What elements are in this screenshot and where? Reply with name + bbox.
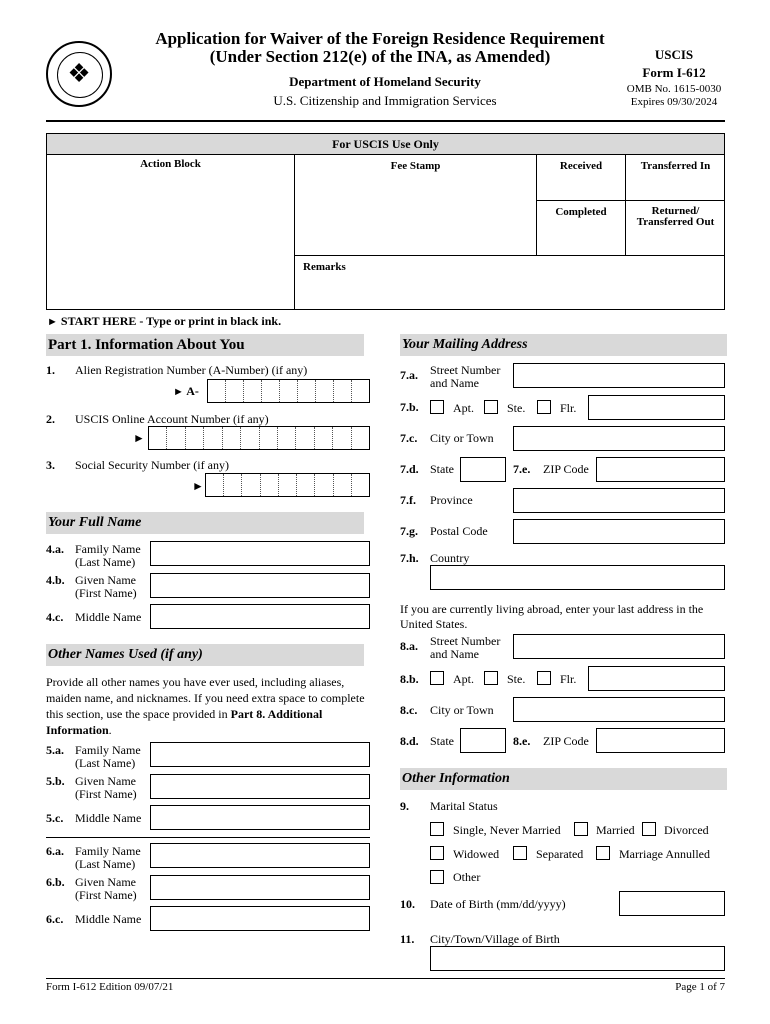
- q5c-number: 5.c.: [46, 811, 64, 825]
- ste-checkbox[interactable]: [484, 400, 498, 414]
- full-name-title: Your Full Name: [46, 512, 364, 534]
- q6b-label: [75, 876, 137, 902]
- q5b-label-2: (First Name): [75, 787, 137, 801]
- remarks-label: Remarks: [303, 261, 346, 273]
- a-number-input[interactable]: [207, 379, 370, 403]
- ste-label: Ste.: [507, 401, 526, 415]
- annulled-label: Marriage Annulled: [619, 847, 710, 861]
- q2-label: USCIS Online Account Number (if any): [75, 412, 269, 426]
- divorced-label: Divorced: [664, 823, 709, 837]
- completed-label: Completed: [555, 206, 607, 218]
- q7d-number: 7.d.: [400, 462, 419, 476]
- a-number-prefix: [173, 385, 199, 399]
- us-flr-checkbox[interactable]: [537, 671, 551, 685]
- other-family-name-2-input[interactable]: [150, 843, 370, 868]
- us-zip-input[interactable]: [596, 728, 725, 753]
- divider: [536, 200, 725, 201]
- mailing-unit-number-input[interactable]: [588, 395, 725, 420]
- q5a-label: [75, 744, 141, 770]
- other-marital-checkbox[interactable]: [430, 870, 444, 884]
- q4b-label-2: (First Name): [75, 586, 137, 600]
- other-information-title: Other Information: [400, 768, 727, 790]
- us-street-input[interactable]: [513, 634, 725, 659]
- other-names-title: Other Names Used (if any): [46, 644, 364, 666]
- mailing-postal-code-input[interactable]: [513, 519, 725, 544]
- q4c-number: 4.c.: [46, 610, 64, 624]
- us-unit-number-input[interactable]: [588, 666, 725, 691]
- footer-divider: [46, 978, 725, 979]
- returned-label: [626, 206, 725, 228]
- us-apt-label: Apt.: [453, 672, 474, 686]
- q7g-number: 7.g.: [400, 524, 418, 538]
- returned-line-1: Returned/: [651, 205, 700, 217]
- married-label: Married: [596, 823, 635, 837]
- other-given-name-2-input[interactable]: [150, 875, 370, 900]
- q7a-number: 7.a.: [400, 368, 418, 382]
- agency-name: U.S. Citizenship and Immigration Services: [273, 93, 497, 108]
- a-prefix-text: A-: [186, 384, 199, 398]
- q6a-label-1: Family Name: [75, 844, 141, 858]
- q7h-number: 7.h.: [400, 551, 419, 565]
- q8c-number: 8.c.: [400, 703, 418, 717]
- q6b-label-1: Given Name: [75, 875, 136, 889]
- q9-label: Marital Status: [430, 799, 498, 813]
- q4a-label: [75, 543, 141, 569]
- mailing-state-select[interactable]: [460, 457, 506, 482]
- form-number: Form I-612: [642, 65, 706, 80]
- us-ste-label: Ste.: [507, 672, 526, 686]
- single-checkbox[interactable]: [430, 822, 444, 836]
- action-block-label: Action Block: [140, 158, 201, 170]
- other-names-reference: Part 8. Additional Information: [46, 707, 323, 737]
- arrow-right-icon: ►: [173, 386, 184, 398]
- q5b-number: 5.b.: [46, 774, 65, 788]
- q4a-number: 4.a.: [46, 542, 64, 556]
- q7h-label: Country: [430, 551, 470, 565]
- form-edition: Form I-612 Edition 09/07/21: [46, 981, 174, 993]
- start-here-text: START HERE - Type or print in black ink.: [60, 314, 282, 328]
- form-agency: USCIS: [654, 47, 694, 62]
- other-names-intro: Provide all other names you have ever used, including aliases, maiden name, and nicknames. If you need extra space to complete this section, use the space provided in: [46, 675, 365, 721]
- apt-checkbox[interactable]: [430, 400, 444, 414]
- q8a-label-1: Street Number: [430, 634, 501, 648]
- q8d-label: State: [430, 734, 454, 748]
- q8a-label-2: and Name: [430, 647, 479, 661]
- q2-number: 2.: [46, 412, 55, 426]
- omb-number: OMB No. 1615-0030: [626, 83, 722, 95]
- divorced-checkbox[interactable]: [642, 822, 656, 836]
- expiration-date: Expires 09/30/2024: [630, 96, 718, 108]
- other-middle-name-1-input[interactable]: [150, 805, 370, 830]
- other-middle-name-2-input[interactable]: [150, 906, 370, 931]
- part1-title: Part 1. Information About You: [46, 334, 364, 356]
- q7a-label-1: Street Number: [430, 363, 501, 377]
- ssn-input[interactable]: [205, 473, 370, 497]
- given-name-input[interactable]: [150, 573, 370, 598]
- q4a-label-2: (Last Name): [75, 555, 136, 569]
- us-ste-checkbox[interactable]: [484, 671, 498, 685]
- q9-number: 9.: [400, 799, 409, 813]
- department-name: Department of Homeland Security: [289, 74, 481, 89]
- q3-number: 3.: [46, 458, 55, 472]
- q5a-number: 5.a.: [46, 743, 64, 757]
- q3-label: Social Security Number (if any): [75, 458, 229, 472]
- uscis-use-only-title: For USCIS Use Only: [47, 134, 724, 155]
- divider: [46, 837, 370, 838]
- flr-label: Flr.: [560, 401, 577, 415]
- middle-name-input[interactable]: [150, 604, 370, 629]
- q8e-label: ZIP Code: [543, 734, 589, 748]
- family-name-input[interactable]: [150, 541, 370, 566]
- q10-number: 10.: [400, 897, 415, 911]
- mailing-address-title: Your Mailing Address: [400, 334, 727, 356]
- other-names-end: .: [108, 723, 112, 737]
- widowed-checkbox[interactable]: [430, 846, 444, 860]
- mailing-street-input[interactable]: [513, 363, 725, 388]
- q7b-number: 7.b.: [400, 400, 419, 414]
- uscis-online-account-input[interactable]: [148, 426, 370, 450]
- returned-line-2: Transferred Out: [636, 216, 715, 228]
- us-flr-label: Flr.: [560, 672, 577, 686]
- us-city-input[interactable]: [513, 697, 725, 722]
- mailing-city-input[interactable]: [513, 426, 725, 451]
- q6b-label-2: (First Name): [75, 888, 137, 902]
- q1-number: 1.: [46, 363, 55, 377]
- q8d-number: 8.d.: [400, 734, 419, 748]
- q10-label: Date of Birth (mm/dd/yyyy): [430, 897, 566, 911]
- form-title: [140, 30, 620, 66]
- other-family-name-1-input[interactable]: [150, 742, 370, 767]
- dhs-seal-icon: ❖: [46, 41, 112, 107]
- q7a-label-2: and Name: [430, 376, 479, 390]
- widowed-label: Widowed: [453, 847, 500, 861]
- mailing-country-input[interactable]: [430, 565, 725, 590]
- q8b-number: 8.b.: [400, 672, 419, 686]
- mailing-zip-input[interactable]: [596, 457, 725, 482]
- q7c-number: 7.c.: [400, 431, 418, 445]
- divider: [294, 255, 725, 256]
- mailing-province-input[interactable]: [513, 488, 725, 513]
- q5c-label: Middle Name: [75, 811, 142, 825]
- title-line-2: (Under Section 212(e) of the INA, as Amended): [209, 47, 551, 66]
- married-checkbox[interactable]: [574, 822, 588, 836]
- q7e-label: ZIP Code: [543, 462, 589, 476]
- q11-label: City/Town/Village of Birth: [430, 932, 560, 946]
- title-line-1: Application for Waiver of the Foreign Residence Requirement: [155, 29, 605, 48]
- arrow-right-icon: ►: [47, 316, 58, 328]
- q7g-label: Postal Code: [430, 524, 488, 538]
- q5a-label-1: Family Name: [75, 743, 141, 757]
- q6c-label: Middle Name: [75, 912, 142, 926]
- q8c-label: City or Town: [430, 703, 494, 717]
- start-here-instruction: [47, 315, 281, 329]
- single-label: Single, Never Married: [453, 823, 561, 837]
- separated-label: Separated: [536, 847, 584, 861]
- abroad-instructions: If you are currently living abroad, enter your last address in the United States.: [400, 602, 704, 631]
- flr-checkbox[interactable]: [537, 400, 551, 414]
- q8e-number: 8.e.: [513, 734, 531, 748]
- q4b-label-1: Given Name: [75, 573, 136, 587]
- fee-stamp-label: Fee Stamp: [390, 160, 441, 172]
- q7f-number: 7.f.: [400, 493, 416, 507]
- header-divider: [46, 120, 725, 122]
- q11-number: 11.: [400, 932, 415, 946]
- apt-label: Apt.: [453, 401, 474, 415]
- received-label: Received: [559, 160, 603, 172]
- q6a-number: 6.a.: [46, 844, 64, 858]
- q1-label: Alien Registration Number (A-Number) (if any): [75, 363, 308, 377]
- page-number: Page 1 of 7: [675, 981, 725, 993]
- q8a-label: [430, 635, 500, 661]
- q7d-label: State: [430, 462, 454, 476]
- q6c-number: 6.c.: [46, 912, 64, 926]
- other-marital-label: Other: [453, 870, 481, 884]
- other-names-instructions: [46, 674, 368, 738]
- us-apt-checkbox[interactable]: [430, 671, 444, 685]
- transferred-in-label: Transferred In: [640, 160, 711, 172]
- q7a-label: [430, 364, 500, 390]
- form-identifier: [610, 47, 738, 108]
- q4b-label: [75, 574, 137, 600]
- divider: [294, 154, 295, 310]
- arrow-right-icon: ►: [192, 479, 204, 493]
- q4c-label: Middle Name: [75, 610, 142, 624]
- q5a-label-2: (Last Name): [75, 756, 136, 770]
- q7c-label: City or Town: [430, 431, 494, 445]
- q4a-label-1: Family Name: [75, 542, 141, 556]
- q5b-label-1: Given Name: [75, 774, 136, 788]
- q7f-label: Province: [430, 493, 473, 507]
- q6b-number: 6.b.: [46, 875, 65, 889]
- q5b-label: [75, 775, 137, 801]
- q6a-label-2: (Last Name): [75, 857, 136, 871]
- date-of-birth-input[interactable]: [619, 891, 725, 916]
- city-of-birth-input[interactable]: [430, 946, 725, 971]
- us-state-select[interactable]: [460, 728, 506, 753]
- q8a-number: 8.a.: [400, 639, 418, 653]
- other-given-name-1-input[interactable]: [150, 774, 370, 799]
- q7e-number: 7.e.: [513, 462, 531, 476]
- q6a-label: [75, 845, 141, 871]
- q4b-number: 4.b.: [46, 573, 65, 587]
- annulled-checkbox[interactable]: [596, 846, 610, 860]
- separated-checkbox[interactable]: [513, 846, 527, 860]
- arrow-right-icon: ►: [133, 431, 145, 445]
